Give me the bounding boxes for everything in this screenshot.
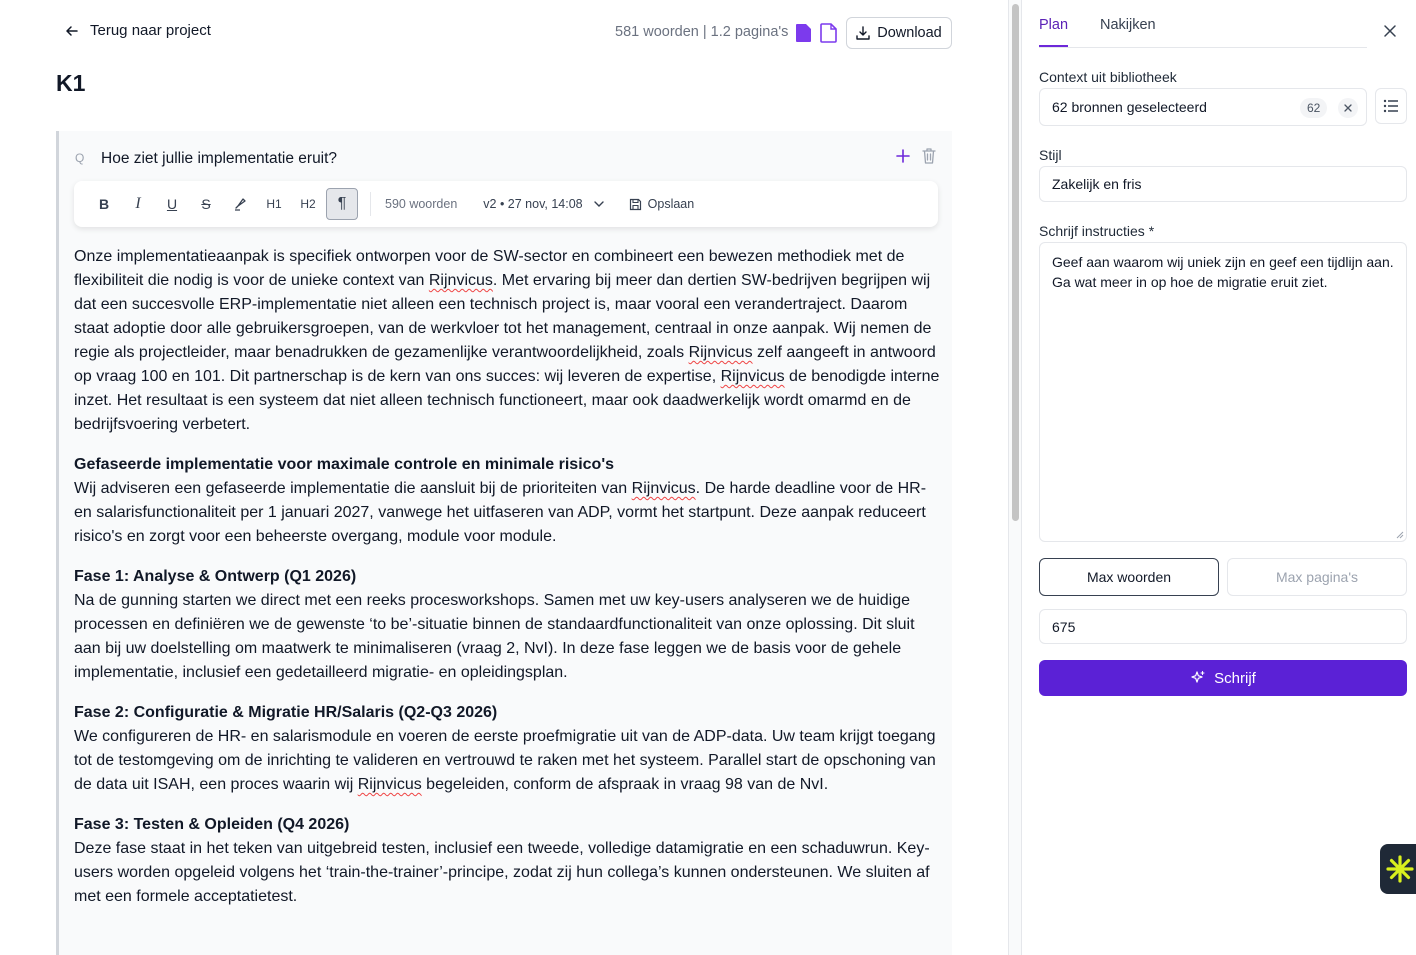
chevron-down-icon <box>593 198 605 210</box>
library-list-button[interactable] <box>1375 88 1407 124</box>
save-icon <box>629 198 642 211</box>
section-heading: Fase 1: Analyse & Ontwerp (Q1 2026) <box>74 568 357 585</box>
back-to-project-link[interactable] <box>64 22 211 39</box>
section-phase1 <box>74 565 940 685</box>
section-heading: Gefaseerde implementatie voor maximale controle en minimale risico's <box>74 456 615 473</box>
text-run: de benodigde interne inzet. Het resultaat is een systeem dat niet alleen technisch functioneert, maar ook daadwerkelijk wordt omarmd en de bedrijfsvoering verbetert. <box>74 368 940 433</box>
document-stats: 581 woorden | 1.2 pagina's <box>615 24 789 40</box>
back-label: Terug naar project <box>90 22 211 39</box>
page-title: K1 <box>56 70 86 96</box>
underline-button[interactable] <box>156 188 188 220</box>
write-label: Schrijf <box>1214 669 1256 687</box>
limit-value: 675 <box>1052 618 1076 635</box>
section-phased <box>74 453 940 549</box>
misspelled-word[interactable]: Rijnvicus <box>357 776 422 793</box>
section-heading: Fase 3: Testen & Opleiden (Q4 2026) <box>74 816 350 833</box>
question-prefix: Q <box>75 151 85 165</box>
strike-glyph: S <box>201 196 211 212</box>
highlight-button[interactable] <box>224 188 256 220</box>
question-title[interactable]: Hoe ziet jullie implementatie eruit? <box>101 150 338 167</box>
context-count-badge: 62 <box>1300 98 1327 118</box>
close-small-icon <box>1344 104 1352 112</box>
context-label: Context uit bibliotheek <box>1039 69 1177 85</box>
panel-tabs <box>1039 0 1367 48</box>
document-content[interactable] <box>74 245 940 925</box>
text-run: Onze implementatieaanpak is specifiek ontworpen voor de SW-sector en combineert een bewezen methodiek met de flexibiliteit die nodig is voor de unieke context van <box>74 248 905 289</box>
toolbar-divider <box>370 192 371 216</box>
question-card <box>56 131 952 955</box>
asterisk-icon <box>1385 854 1415 884</box>
bold-button[interactable] <box>88 188 120 220</box>
context-select[interactable] <box>1039 88 1367 126</box>
bold-glyph: B <box>98 196 110 212</box>
word-count: 590 woorden <box>385 197 458 211</box>
tab-nakijken[interactable]: Nakijken <box>1100 17 1156 33</box>
text-run: . Met ervaring bij meer dan dertien SW-bedrijven begrijpen wij dat een succesvolle ERP-implementatie niet alleen een technisch project is, maar vooral een verandertraject. Daarom staat adoptie door alle gebruikersgroepen, van de werkvloer tot het management, centraal in onze aanpak. Wij nemen de regie als projectleider, maar benadrukken de gezamenlijke verantwoordelijkheid, zoals <box>74 272 932 361</box>
sparkles-icon <box>1190 670 1206 686</box>
download-label: Download <box>877 25 942 41</box>
paragraph-glyph: ¶ <box>337 195 347 212</box>
text-run: Deze fase staat in het teken van uitgebreid testen, inclusief een tweede, volledige datamigratie en een schaduwrun. Key-users worden opgeleid volgens het ‘train-the-trainer’-principe, zodat zij hun collega’s kunnen ondersteunen. We sluiten af met een formele acceptatietest. <box>74 840 930 905</box>
version-label: v2 • 27 nov, 14:08 <box>483 197 583 211</box>
section-heading: Fase 2: Configuratie & Migratie HR/Salaris (Q2-Q3 2026) <box>74 704 498 721</box>
heading2-button[interactable] <box>292 188 324 220</box>
resize-handle-icon[interactable] <box>1396 531 1404 539</box>
text-run: . De harde deadline voor de HR- en salarisfunctionaliteit per 1 januari 2027, vanwege het uitfaseren van ADP, vormt het startpunt. Deze aanpak reduceert risico's en zorgt voor een beheerste overgang, module voor module. <box>74 480 927 545</box>
limit-input[interactable] <box>1039 609 1407 644</box>
trash-icon[interactable] <box>921 147 937 165</box>
text-run: zelf aangeeft in antwoord op vraag 100 en 101. Dit partnerschap is de kern van ons succes: wij leveren de expertise, <box>74 344 936 385</box>
version-select[interactable] <box>483 197 604 211</box>
plus-icon[interactable] <box>895 148 911 164</box>
italic-glyph: I <box>135 195 141 212</box>
h1-glyph: H1 <box>266 197 282 211</box>
document-outline-icon[interactable] <box>820 23 837 43</box>
misspelled-word[interactable]: Rijnvicus <box>720 368 785 385</box>
context-value: 62 bronnen geselecteerd <box>1052 99 1207 115</box>
assistant-widget[interactable] <box>1380 844 1416 894</box>
style-value: Zakelijk en fris <box>1052 176 1142 192</box>
h2-glyph: H2 <box>300 197 316 211</box>
underline-glyph: U <box>166 196 178 212</box>
close-icon[interactable] <box>1383 24 1397 38</box>
misspelled-word[interactable]: Rijnvicus <box>631 480 696 497</box>
editor-scrollbar[interactable] <box>1008 0 1022 955</box>
heading1-button[interactable] <box>258 188 290 220</box>
download-icon <box>856 26 870 40</box>
scrollbar-thumb[interactable] <box>1012 4 1019 521</box>
style-input[interactable] <box>1039 166 1407 202</box>
paragraph-intro <box>74 245 940 437</box>
misspelled-word[interactable]: Rijnvicus <box>428 272 493 289</box>
instructions-value: Geef aan waarom wij uniek zijn en geef een tijdlijn aan. Ga wat meer in op hoe de migratie eruit ziet. <box>1052 254 1394 290</box>
tab-plan[interactable]: Plan <box>1039 17 1069 33</box>
save-button[interactable] <box>629 197 695 211</box>
write-button[interactable] <box>1039 660 1407 696</box>
list-icon <box>1383 99 1399 113</box>
download-button[interactable] <box>846 17 952 49</box>
save-label: Opslaan <box>647 197 695 211</box>
text-run: Na de gunning starten we direct met een reeks procesworkshops. Samen met uw key-users analyseren we de huidige processen en definiëren we de gewenste ‘to be’-situatie binnen de standaardfunctionaliteit van onze oplossing. Dit sluit aan bij uw doelstelling om maatwerk te minimaliseren (vraag 2, NvI). In deze fase leggen we de basis voor de gehele implementatie, inclusief een gedetailleerd migratie- en opleidingsplan. <box>74 592 915 681</box>
style-label: Stijl <box>1039 147 1062 163</box>
misspelled-word[interactable]: Rijnvicus <box>688 344 753 361</box>
paragraph-button[interactable] <box>326 188 358 220</box>
text-run: Wij adviseren een gefaseerde implementatie die aansluit bij de prioriteiten van <box>74 480 632 497</box>
text-run: We configureren de HR- en salarismodule en voeren de eerste proefmigratie uit van de ADP-data. Uw team krijgt toegang tot de testomgeving om de inrichting te valideren en vertrouwd te raken met het systeem. Parallel start de opschoning van de data uit ISAH, een proces waarin wij <box>74 728 936 793</box>
side-panel <box>1022 0 1416 955</box>
instructions-textarea[interactable] <box>1039 242 1407 542</box>
highlighter-icon <box>233 197 247 211</box>
section-phase3 <box>74 813 940 909</box>
arrow-left-icon <box>64 23 80 39</box>
document-filled-icon[interactable] <box>795 23 812 43</box>
formatting-toolbar <box>74 181 938 227</box>
strikethrough-button[interactable] <box>190 188 222 220</box>
max-words-toggle[interactable]: Max woorden <box>1039 558 1219 596</box>
text-run: begeleiden, conform de afspraak in vraag 98 van de NvI. <box>421 776 829 793</box>
section-phase2 <box>74 701 940 797</box>
max-pages-toggle[interactable]: Max pagina's <box>1227 558 1407 596</box>
clear-context-button[interactable] <box>1338 98 1358 118</box>
italic-button[interactable] <box>122 188 154 220</box>
instructions-label: Schrijf instructies * <box>1039 223 1155 239</box>
